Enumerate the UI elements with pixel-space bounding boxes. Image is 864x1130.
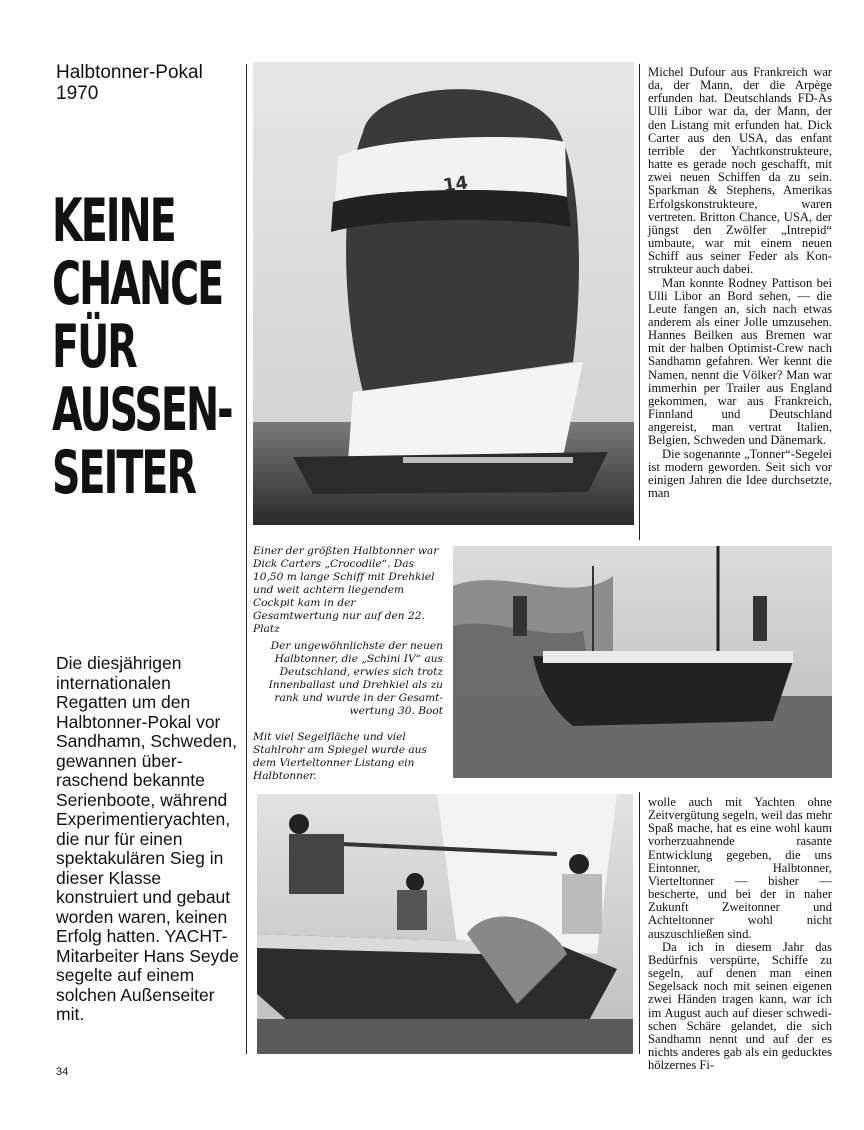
paragraph: Man konnte Rodney Pattison bei Ulli Libor an Bord sehen, — die Leute fangen an, sich nach etwas anderem als einer Jolle umzusehen. Hannes Beilken aus Bremen war mit der halben Optimist-Crew nach Sandhamn gefahren. Wer kennt die Namen, nennt die Völker? Man war immerhin per Trailer aus England gekommen, war aus Frankreich, Finnland und Deutschland angereist, man vertrat Italien, Belgien, Schweden und Dänemark. (648, 275, 832, 448)
column-rule-right-bottom (639, 792, 640, 1054)
intro-text: Die diesjährigen internationalen Regatten um den Halbtonner-Pokal vor Sandhamn, Schweden, gewannen überraschend bekannte Serienboote, während Experimentieryachten, die nur für einen spektakulären Sieg in dieser Klasse konstruiert und gebaut worden waren, keinen Erfolg hatten. YACHT-Mitarbeiter Hans Seyde segelte auf einem solchen Außenseiter mit. (56, 653, 239, 1024)
headline-line: CHANCE (52, 249, 223, 319)
kicker-line: 1970 (56, 83, 99, 104)
paragraph: Die sogenannte „Tonner“-Segelei ist modern geworden. Seit sich vor einigen Jahren die Idee durchsetzte, man (648, 446, 832, 500)
headline-line: KEINE (52, 186, 175, 256)
schini-image (453, 546, 832, 778)
caption-listang: Mit viel Segelfläche und viel Stahlrohr am Spiegel wurde aus dem Vierteltonner Listang ein Halbtonner. (253, 731, 427, 782)
photo-spinnaker (253, 62, 634, 525)
photo-listang (257, 794, 633, 1054)
listang-image (257, 794, 633, 1054)
paragraph: Da ich in diesem Jahr das Bedürfnis verspürte, Schiffe zu segeln, auf denen man einen Segelsack noch mit seinen eigenen zwei Händen tragen kann, war ich im August auch auf dieser schwedischen Schäre gelandet, die sich Sandhamn nennt und auf der es nichts anderes gab als ein geducktes hölzernes Fi- (648, 939, 832, 1073)
kicker-line: Halbtonner-Pokal (56, 62, 203, 83)
kicker (56, 62, 236, 104)
column-rule-left (246, 64, 247, 1054)
spinnaker-image (253, 62, 634, 525)
body-column-bottom (648, 796, 832, 1072)
headline-line: FÜR (52, 312, 136, 382)
photo-schini (453, 546, 832, 778)
body-column-top (648, 66, 832, 500)
paragraph: Michel Dufour aus Frankreich war da, der Mann, der die Arpège erfunden hat. Deutschlands FD-As Ulli Libor war da, der Mann, der den Listang mit erfunden hat. Dick Carter aus den USA, das enfant terrible der Yachtkonstrukteure, hatte es gerade noch geschafft, mit zwei neuen Schiffen da zu sein. Sparkman & Stephens, Amerikas Erfolgskonstrukteure, waren vertreten. Britton Chance, USA, der jüngst den Zwölfer „Intrepid“ umbaute, war mit einem neuen Schiff aus seiner Feder als Konstrukteur auch dabei. (648, 65, 832, 277)
caption-crocodile: Einer der größten Halbtonner war Dick Carters „Crocodile“. Das 10,50 m lange Schiff mit Drehkiel und weit achtern liegendem Cockpit kam in der Gesamtwertung nur auf den 22. Platz (253, 545, 439, 635)
headline-line: SEITER (52, 438, 195, 508)
paragraph: wolle auch mit Yachten ohne Zeitvergütung segeln, weil das mehr Spaß mache, hat es eine wohl kaum vorherzuahnende rasante Entwicklung gegeben, die uns Eintonner, Halbtonner, Vierteltonner — bisher — bescherte, und bei der in naher Zukunft Zweitonner und Achteltonner wohl nicht auszuschließen sind. (648, 795, 832, 941)
sail-number: 14 (441, 172, 470, 197)
page-number: 34 (56, 1066, 69, 1078)
column-rule-right-top (639, 64, 640, 540)
headline-line: AUSSEN- (52, 375, 232, 445)
caption-schini: Der ungewöhnlichste der neuen Halbtonner, die „Schini IV“ aus Deutschland, erwies sich trotz Innenballast und Drehkiel als zu rank und wurde in der Gesamtwertung 30. Boot (268, 640, 443, 717)
headline (52, 186, 232, 508)
